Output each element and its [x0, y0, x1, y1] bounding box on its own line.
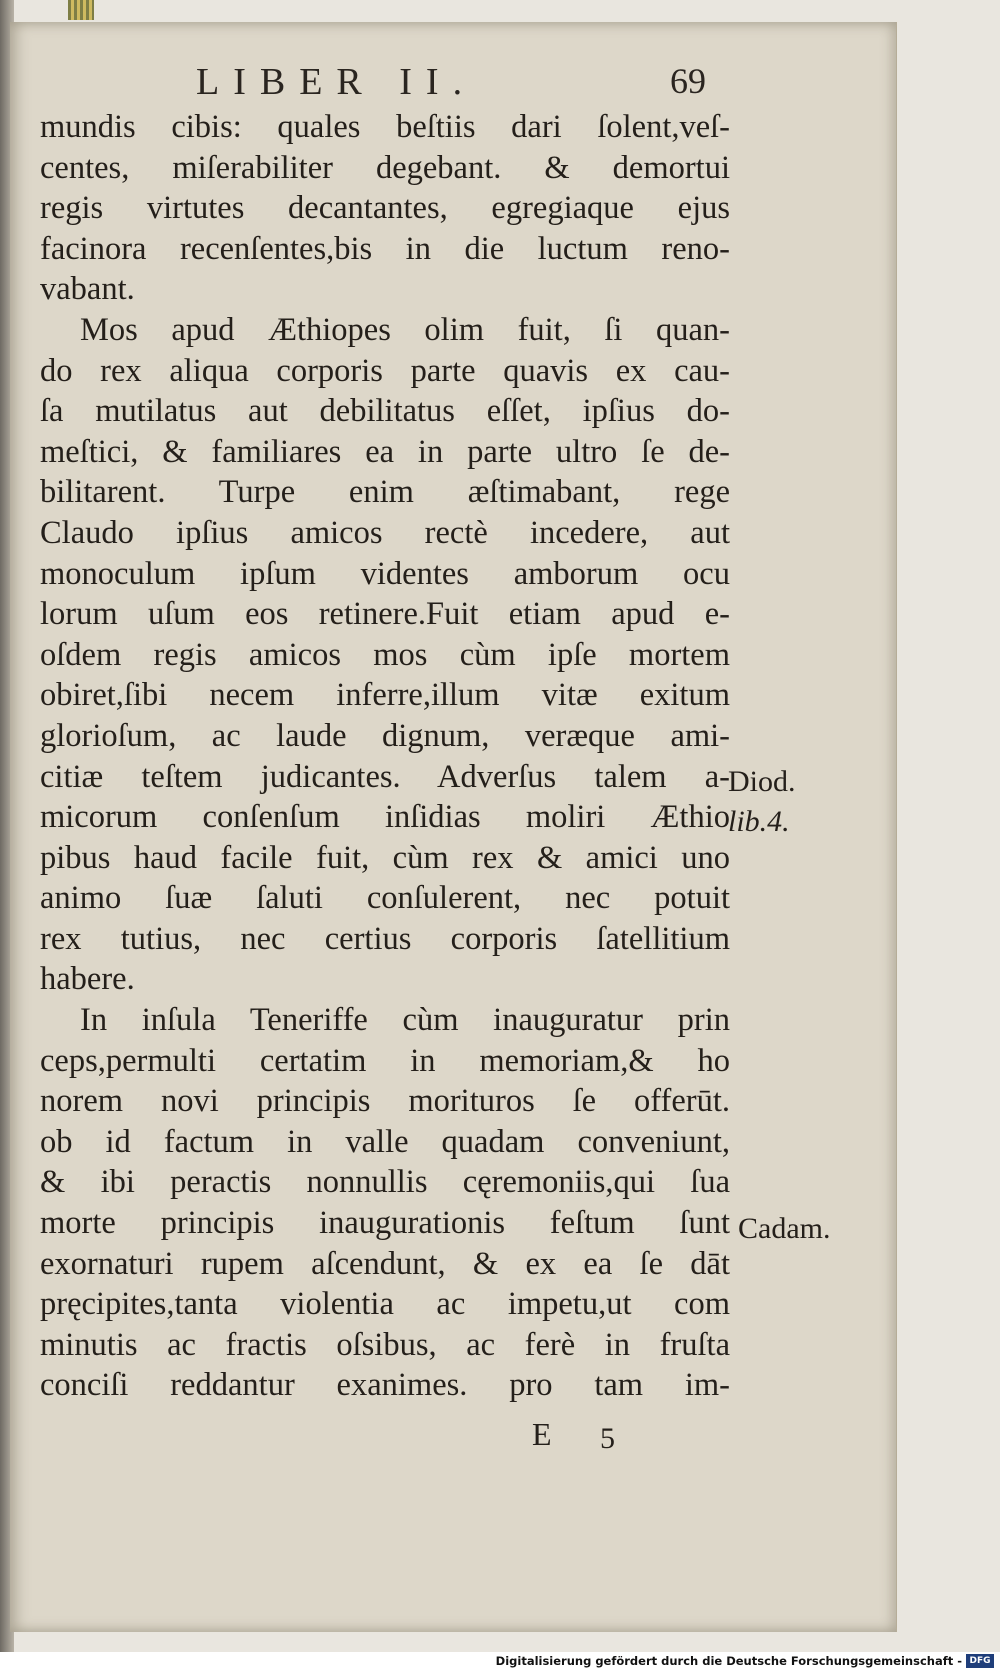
text-line: habere. — [40, 961, 135, 998]
text-line: Mos apud Æthiopes olim fuit, ſi quan- — [80, 311, 730, 348]
text-line: ceps,permulti certatim in memoriam,& ho — [40, 1042, 730, 1079]
text-line: do rex aliqua corporis parte quavis ex cau- — [40, 352, 730, 389]
text-line: morte principis inaugurationis feſtum ſunt — [40, 1205, 730, 1242]
bookmark-ribbon — [68, 0, 94, 20]
footer-credit: Digitalisierung gefördert durch die Deutsche Forschungsgemeinschaft - — [495, 1654, 962, 1668]
text-line: conciſi reddantur exanimes. pro tam im- — [40, 1367, 730, 1404]
text-line: glorioſum, ac laude dignum, veræque ami- — [40, 717, 730, 754]
text-line: bilitarent. Turpe enim æſtimabant, rege — [40, 474, 730, 511]
text-line: vabant. — [40, 271, 135, 308]
text-line: animo ſuæ ſaluti conſulerent, nec potuit — [40, 880, 730, 917]
text-line: mundis cibis: quales beſtiis dari ſolent,veſ- — [40, 109, 730, 145]
text-line: obiret,ſibi necem inferre,illum vitæ exitum — [40, 677, 730, 714]
text-line: monoculum ipſum videntes amborum ocu — [40, 555, 730, 592]
text-line: minutis ac fractis oſsibus, ac ferè in fruſta — [40, 1326, 730, 1363]
page-number: 69 — [670, 61, 706, 101]
text-line: citiæ teſtem judicantes. Adverſus talem a- — [40, 758, 730, 795]
text-line: regis virtutes decantantes, egregiaque ejus — [40, 190, 730, 227]
signature-mark: 5 — [600, 1422, 615, 1455]
text-line: pibus haud facile fuit, cùm rex & amici uno — [40, 839, 730, 876]
text-line: facinora recenſentes,bis in die luctum reno- — [40, 230, 730, 267]
text-line: meſtici, & familiares ea in parte ultro ſe de- — [40, 433, 730, 470]
dfg-logo-icon: DFG — [966, 1654, 994, 1668]
catchword: E — [532, 1416, 552, 1452]
text-line: oſdem regis amicos mos cùm ipſe mortem — [40, 636, 730, 673]
text-block — [40, 107, 730, 1406]
text-line: rex tutius, nec certius corporis ſatellitium — [40, 920, 730, 957]
text-line: & ibi peractis nonnullis cęremoniis,qui ſua — [40, 1164, 730, 1201]
text-line: centes, miſerabiliter degebant. & demortui — [40, 149, 730, 186]
margin-note-cadam: Cadam. — [738, 1212, 831, 1245]
text-line: pręcipites,tanta violentia ac impetu,ut com — [40, 1286, 730, 1323]
text-line: exornaturi rupem aſcendunt, & ex ea ſe dāt — [40, 1245, 730, 1282]
text-line: norem novi principis morituros ſe offerūt. — [40, 1083, 730, 1120]
margin-note-lib: lib.4. — [728, 805, 790, 838]
margin-note-diod: Diod. — [728, 765, 796, 798]
text-line: In inſula Teneriffe cùm inauguratur prin — [80, 1002, 730, 1039]
text-line: ſa mutilatus aut debilitatus eſſet, ipſius do- — [40, 393, 730, 430]
running-head: LIBER II. — [196, 61, 477, 103]
text-line: micorum conſenſum inſidias moliri Æthio — [40, 799, 730, 836]
text-line: ob id factum in valle quadam conveniunt, — [40, 1123, 730, 1160]
text-line: Claudo ipſius amicos rectè incedere, aut — [40, 514, 730, 551]
text-line: lorum uſum eos retinere.Fuit etiam apud e- — [40, 596, 730, 633]
